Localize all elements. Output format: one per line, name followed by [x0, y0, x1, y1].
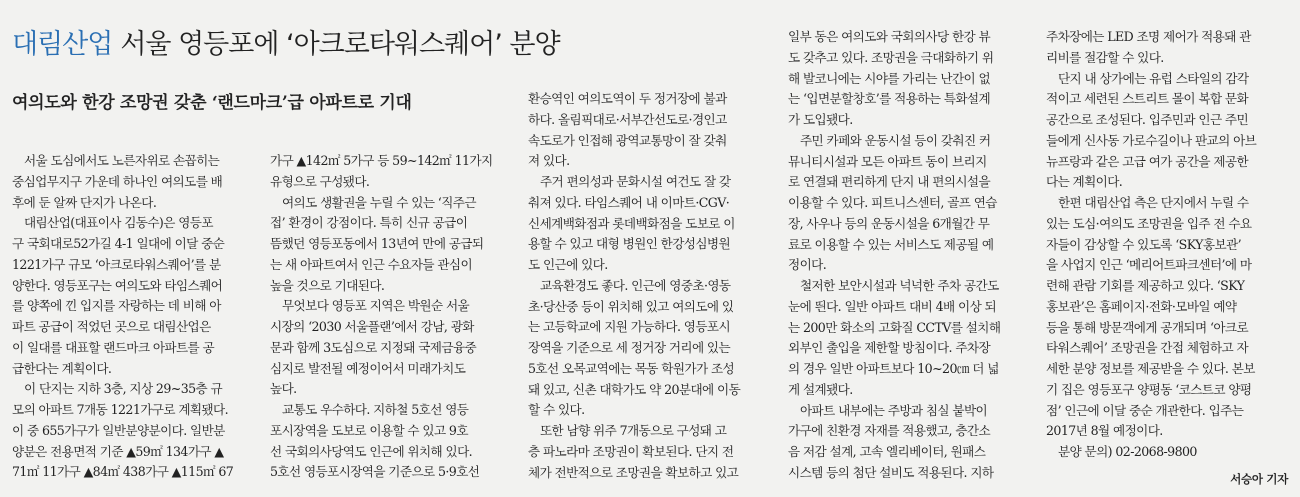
article-line: 한편 대림산업 측은 단지에서 누릴 수 [1046, 195, 1249, 210]
article-line: 이 중 655가구가 일반분양분이다. 일반분 [12, 422, 225, 438]
article-line: 기 집은 영등포구 양평동 ‘코스트코 양평 [1046, 381, 1252, 397]
article-line: 가구 ▲142㎡ 5가구 등 59~142㎡ 11가지 [270, 153, 493, 168]
article-line: 높다. [270, 381, 297, 397]
article-line: 는 고등학교에 지원 가능하다. 영등포시 [528, 319, 731, 335]
article-line: 파트 공급이 적었던 곳으로 대림산업은 [12, 319, 211, 334]
article-line: 을 사업지 인근 ‘메리어트파크센터’에 마 [1046, 257, 1252, 273]
article-line: 포시장역을 도보로 이용할 수 있고 9호 [270, 422, 468, 438]
article-line: 체가 전반적으로 조망권을 확보하고 있고 [528, 464, 739, 480]
article-line: 는 200만 화소의 고화질 CCTV를 설치해 [788, 319, 1001, 335]
article-line: 뉴프랑과 같은 고급 여가 공간을 제공한 [1046, 153, 1249, 169]
article-column-5 [1046, 27, 1296, 463]
article-line: 용할 수 있고 대형 병원인 한강성심병원 [528, 236, 731, 252]
article-line: 점’ 인근에 이달 중순 개관한다. 입주는 [1046, 402, 1244, 418]
article-line: 속도로가 인접해 광역교통망이 잘 갖춰 [528, 132, 727, 148]
headline-brand: 대림산업 [12, 29, 113, 60]
article-line: 환승역인 여의도역이 두 정거장에 불과 [528, 91, 727, 106]
article-line: 양한다. 영등포구는 여의도와 타임스퀘어 [12, 277, 223, 293]
article-line: 료로 이용할 수 있는 서비스도 제공될 예 [788, 236, 994, 252]
article-line: 눈에 띈다. 일반 아파트 대비 4배 이상 되 [788, 298, 997, 314]
article-line: 단지 내 상가에는 유럽 스타일의 감각 [1046, 70, 1249, 86]
article-line: 5호선 오목교역에는 목동 학원가가 조성 [528, 360, 735, 376]
article-line: 급한다는 계획이다. [12, 360, 112, 376]
article-line: 구 국회대로52가길 4-1 일대에 이달 중순 [12, 236, 225, 251]
article-line: 자들이 감상할 수 있도록 ‘SKY홍보관’ [1046, 236, 1241, 252]
article-line: 적이고 세련된 스트리트 몰이 복합 문화 [1046, 91, 1249, 107]
article-line: 이 단지는 지하 3층, 지상 29~35층 규 [12, 381, 223, 397]
article-line: 이 일대를 대표할 랜드마크 아파트를 공 [12, 339, 215, 355]
article-line: 층 파노라마 조망권이 확보된다. 단지 전 [528, 443, 734, 459]
subheadline: 여의도와 한강 조망권 갖춘 ‘랜드마크’급 아파트로 기대 [12, 93, 412, 113]
article-line: 게 설계됐다. [788, 381, 853, 397]
article-line: 일부 동은 여의도와 국회의사당 한강 뷰 [788, 29, 991, 44]
article-line: 문과 함께 3도심으로 지정돼 국제금융중 [270, 339, 477, 355]
article-column-4 [788, 27, 1038, 484]
article-line: 들에게 신사동 가로수길이나 판교의 아브 [1046, 132, 1257, 148]
article-line: 뮤니티시설과 모든 아파트 동이 브리지 [788, 153, 987, 169]
article-line: 유형으로 구성됐다. [270, 173, 370, 189]
article-line: 련해 관람 기회를 제공하고 있다. ‘SKY [1046, 278, 1245, 293]
article-line: 대림산업(대표이사 김동수)은 영등포 [12, 215, 213, 231]
headline-title: 서울 영등포에 ‘아크로타워스퀘어’ 분양 [120, 29, 560, 60]
article-line: 분양 문의) 02-2068-9800 [1046, 444, 1197, 459]
article-line: 정이다. [788, 257, 827, 273]
article-line: 음 저감 설계, 고속 엘리베이터, 원패스 [788, 444, 986, 459]
article-column-2 [270, 151, 520, 483]
article-line: 하다. 올림픽대로·서부간선도로·경인고 [528, 111, 727, 127]
article-line: 세한 분양 정보를 제공받을 수 있다. 본보 [1046, 361, 1255, 376]
article-line: 교통도 우수하다. 지하철 5호선 영등 [270, 402, 469, 417]
article-line: 장, 사우나 등의 운동시설을 6개월간 무 [788, 215, 990, 231]
article-line: 해 발코니에는 시야를 가리는 난간이 없 [788, 70, 991, 86]
article-line: 의 경우 일반 아파트보다 10~20㎝ 더 넓 [788, 361, 999, 376]
article-line: 또한 남향 위주 7개동으로 구성돼 고 [528, 423, 727, 438]
article-line: 시장의 ‘2030 서울플랜’에서 강남, 광화 [270, 319, 474, 334]
article-line: 져 있다. [528, 153, 570, 169]
article-line: 뜸했던 영등포동에서 13년여 만에 공급되 [270, 236, 484, 251]
article-line: 주민 카페와 운동시설 등이 갖춰진 커 [788, 132, 991, 148]
article-line: 다는 계획이다. [1046, 174, 1123, 190]
article-line: 모의 아파트 7개동 1221가구로 계획됐다. [12, 402, 228, 417]
article-line: 접’ 환경이 강점이다. 특히 신규 공급이 [270, 215, 468, 231]
article-line: 를 양쪽에 낀 입지를 자랑하는 데 비해 아 [12, 298, 221, 314]
article-line: 아파트 내부에는 주방과 침실 붙박이 [788, 402, 988, 418]
article-line: 무엇보다 영등포 지역은 박원순 서울 [270, 298, 470, 314]
article-line: 71㎡ 11가구 ▲84㎡ 438가구 ▲115㎡ 67 [12, 464, 234, 480]
article-line: 교육환경도 좋다. 인근에 영중초·영동 [528, 277, 731, 293]
article-column-1 [12, 151, 262, 483]
headline [12, 22, 560, 61]
article-line: 리비를 절감할 수 있다. [1046, 49, 1164, 65]
article-line: 돼 있고, 신촌 대학가도 약 20분대에 이동 [528, 381, 741, 397]
article-line: 는 새 아파트여서 인근 수요자들 관심이 [270, 256, 473, 272]
article-line: 양분은 전용면적 기준 ▲59㎡ 134가구 ▲ [12, 443, 224, 459]
article-line: 도 인근에 있다. [528, 257, 608, 272]
article-line: 5호선 영등포시장역을 기준으로 5·9호선 [270, 464, 480, 480]
article-line: 등을 통해 방문객에게 공개되며 ‘아크로 [1046, 319, 1249, 335]
article-line: 신세계백화점과 롯데백화점을 도보로 이 [528, 215, 735, 231]
article-line: 장역을 기준으로 세 정거장 거리에 있는 [528, 340, 731, 355]
article-line: 후에 둔 알짜 단지가 나온다. [12, 194, 157, 210]
article-line: 철저한 보안시설과 넉넉한 주차 공간도 [788, 278, 999, 293]
article-line: 있는 도심·여의도 조망권을 입주 전 수요 [1046, 215, 1252, 231]
article-line: 도 갖추고 있다. 조망권을 극대화하기 위 [788, 49, 994, 65]
article-line: 공간으로 조성된다. 입주민과 인근 주민 [1046, 112, 1249, 127]
article-line: 외부인 출입을 제한할 방침이다. 주차장 [788, 340, 991, 356]
article-line: 가 도입됐다. [788, 112, 853, 127]
article-line: 높을 것으로 기대된다. [270, 277, 385, 293]
article-line: 로 연결돼 편리하게 단지 내 편의시설을 [788, 174, 991, 190]
article-line: 할 수 있다. [528, 402, 585, 418]
article-line: 초·당산중 등이 위치해 있고 여의도에 있 [528, 298, 734, 314]
byline: 서승아 기자 [1230, 472, 1288, 486]
article-line: 선 국회의사당역도 인근에 위치해 있다. [270, 443, 473, 459]
article-line: 홍보관’은 홈페이지·전화·모바일 예약 [1046, 298, 1237, 314]
article-line: 주차장에는 LED 조명 제어가 적용돼 관 [1046, 29, 1251, 44]
article-line: 춰져 있다. 타임스퀘어 내 이마트·CGV· [528, 194, 730, 210]
article-line: 는 ‘입면분할창호’를 적용하는 특화설계 [788, 91, 991, 107]
article-line: 심지로 발전될 예정이어서 미래가치도 [270, 360, 466, 376]
article-line: 서울 도심에서도 노른자위로 손꼽히는 [12, 153, 220, 168]
article-line: 타워스퀘어’ 조망권을 간접 체험하고 자 [1046, 340, 1249, 356]
article-line: 가구에 친환경 자재를 적용했고, 층간소 [788, 423, 991, 439]
article-line: 주거 편의성과 문화시설 여건도 잘 갖 [528, 174, 731, 189]
article-column-3 [528, 89, 778, 483]
article-line: 중심업무지구 가운데 하나인 여의도를 배 [12, 173, 223, 189]
article-line: 시스템 등의 첨단 설비도 적용된다. 지하 [788, 464, 994, 480]
article-line: 1221가구 규모 ‘아크로타워스퀘어’를 분 [12, 256, 221, 272]
article-line: 여의도 생활권을 누릴 수 있는 ‘직주근 [270, 194, 476, 210]
article-line: 2017년 8월 예정이다. [1046, 423, 1163, 439]
article-line: 이용할 수 있다. 피트니스센터, 골프 연습 [788, 195, 997, 210]
